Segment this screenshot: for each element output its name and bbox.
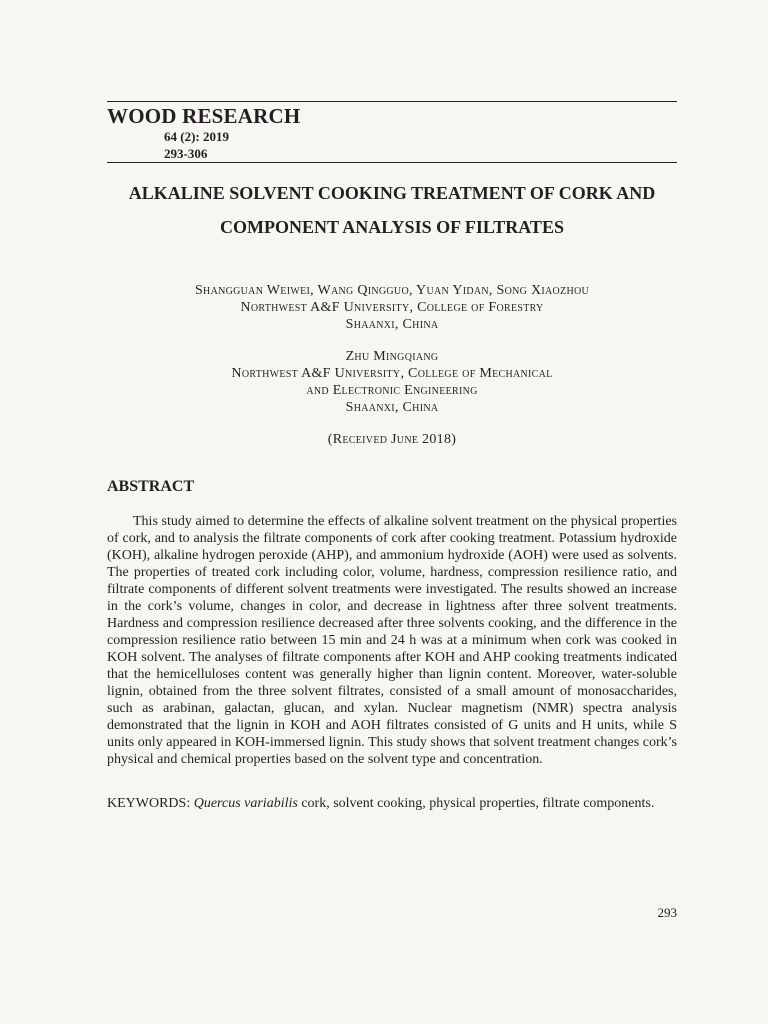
abstract-body: This study aimed to determine the effects of alkaline solvent treatment on the physical properties of cork, and to analysis the filtrate components of cork after cooking treatment. Potassium hydroxide (KOH), alkaline hydrogen peroxide (AHP), and ammonium hydroxide (AOH) were used as solvents. The properties of treated cork including color, volume, hardness, compression resilience ratio, and filtrate components of different solvent treatments were investigated. The results showed an increase in the cork’s volume, changes in color, and decrease in lightness after three solvent treatments. Hardness and compression resilience decreased after three solvents cooking, and the difference in the compression resilience ratio between 15 min and 24 h was at a minimum when cork was cooked in KOH solvent. The analyses of filtrate components after KOH and AHP cooking treatments indicated that the hemicelluloses content was generally higher than lignin content. Moreover, water-soluble lignin, obtained from the three solvent filtrates, consisted of a small amount of monosaccharides, such as arabinan, galactan, glucan, and xylan. Nuclear magnetism (NMR) spectra analysis demonstrated that the lignin in KOH and AOH filtrates consisted of G units and H units, while S units only appeared in KOH-immersed lignin. This study shows that solvent treatment changes cork’s physical and chemical properties based on the solvent type and concentration.: [107, 514, 677, 767]
location-2: Shaanxi, China: [345, 400, 439, 415]
affiliation-2-line-1: Northwest A&F University, College of Mechanical: [231, 366, 553, 381]
affiliation-2-line-2: and Electronic Engineering: [306, 383, 478, 398]
received-date: (Received June 2018): [327, 432, 457, 447]
journal-pages: 293-306: [164, 146, 208, 161]
affiliation-1: Northwest A&F University, College of Forestry: [240, 300, 544, 315]
keywords-species: Quercus variabilis: [193, 796, 298, 811]
journal-volume: 64 (2): 2019: [164, 129, 229, 144]
journal-name: WOOD RESEARCH: [107, 104, 301, 128]
location-1: Shaanxi, China: [345, 317, 439, 332]
page-number: 293: [657, 905, 677, 920]
authors-2: Zhu Mingqiang: [345, 349, 439, 364]
authors-1: Shangguan Weiwei, Wang Qingguo, Yuan Yidan, Song Xiaozhou: [194, 283, 590, 298]
paper-title: ALKALINE SOLVENT COOKING TREATMENT OF CORK AND COMPONENT ANALYSIS OF FILTRATES: [128, 183, 656, 237]
top-rule: [107, 101, 677, 102]
keywords-label: KEYWORDS:: [107, 796, 191, 811]
keywords-list: cork, solvent cooking, physical properties, filtrate components.: [297, 796, 655, 811]
header-bottom-rule: [107, 162, 677, 163]
keywords: [107, 795, 677, 812]
abstract-heading: ABSTRACT: [107, 478, 195, 495]
